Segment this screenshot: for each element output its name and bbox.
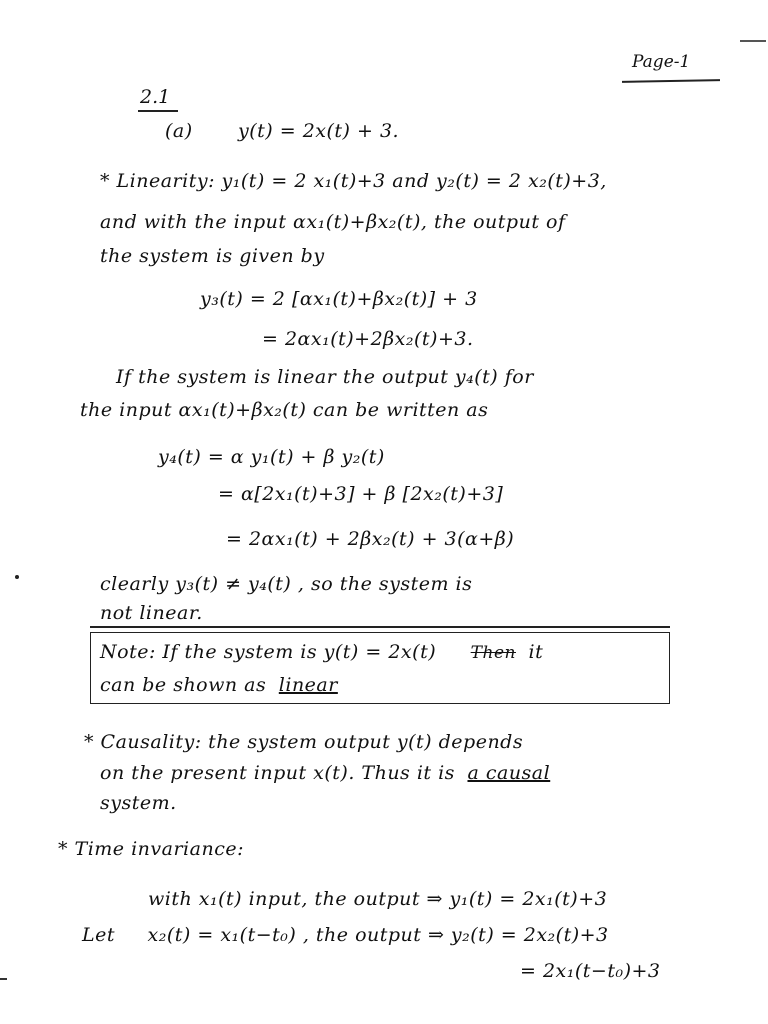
note-linear-word: linear xyxy=(278,674,338,696)
causality-line-3: system. xyxy=(100,792,177,814)
system-equation: y(t) = 2x(t) + 3. xyxy=(238,120,400,142)
time-invariance-line-1: with x₁(t) input, the output ⇒ y₁(t) = 2x₁(t)+3 xyxy=(148,888,608,910)
note-struck-word: Then xyxy=(470,643,516,663)
time-invariance-line-3: = 2x₁(t−t₀)+3 xyxy=(520,960,661,982)
note-line-1 xyxy=(100,643,543,662)
section-number: 2.1 xyxy=(140,86,171,108)
margin-dot xyxy=(15,575,19,579)
causality-line-2 xyxy=(100,764,550,783)
note-line-1-end: it xyxy=(528,641,544,663)
linearity-line-2: and with the input αx₁(t)+βx₂(t), the output of xyxy=(100,211,566,233)
y3-equation-line-2: = 2αx₁(t)+2βx₂(t)+3. xyxy=(262,328,474,350)
time-invariance-line-2 xyxy=(82,926,609,945)
page-label: Page-1 xyxy=(632,52,691,72)
time-invariance-line-2-text: x₂(t) = x₁(t−t₀) , the output ⇒ y₂(t) = 2x₂(t)+3 xyxy=(147,924,609,946)
time-invariance-heading: * Time invariance: xyxy=(58,838,244,860)
clearly-line-1: clearly y₃(t) ≠ y₄(t) , so the system is xyxy=(100,573,473,595)
margin-tick xyxy=(0,978,7,980)
note-line-2-text: can be shown as xyxy=(100,674,267,696)
linearity-line-1: * Linearity: y₁(t) = 2 x₁(t)+3 and y₂(t) = 2 x₂(t)+3, xyxy=(100,170,607,192)
note-top-rule xyxy=(90,626,670,628)
y4-equation-line-3: = 2αx₁(t) + 2βx₂(t) + 3(α+β) xyxy=(226,528,515,550)
y3-equation-line-1: y₃(t) = 2 [αx₁(t)+βx₂(t)] + 3 xyxy=(200,288,478,310)
if-linear-line-2: the input αx₁(t)+βx₂(t) can be written as xyxy=(80,399,489,421)
section-number-underline xyxy=(138,110,178,112)
if-linear-line-1: If the system is linear the output y₄(t) for xyxy=(116,366,534,388)
page-label-underline xyxy=(622,79,720,83)
causality-line-2-text: on the present input x(t). Thus it is xyxy=(100,762,455,784)
y4-equation-line-1: y₄(t) = α y₁(t) + β y₂(t) xyxy=(158,446,385,468)
part-a-label: (a) xyxy=(165,120,193,142)
linearity-line-3: the system is given by xyxy=(100,245,325,267)
note-line-2 xyxy=(100,676,338,695)
note-line-1-text: Note: If the system is y(t) = 2x(t) xyxy=(100,641,437,663)
page-corner-dash xyxy=(740,40,766,42)
let-word: Let xyxy=(82,924,115,946)
y4-equation-line-2: = α[2x₁(t)+3] + β [2x₂(t)+3] xyxy=(218,483,504,505)
causality-line-1: * Causality: the system output y(t) depends xyxy=(84,731,524,753)
clearly-line-2: not linear. xyxy=(100,602,203,624)
causality-conclusion: a causal xyxy=(467,762,551,784)
